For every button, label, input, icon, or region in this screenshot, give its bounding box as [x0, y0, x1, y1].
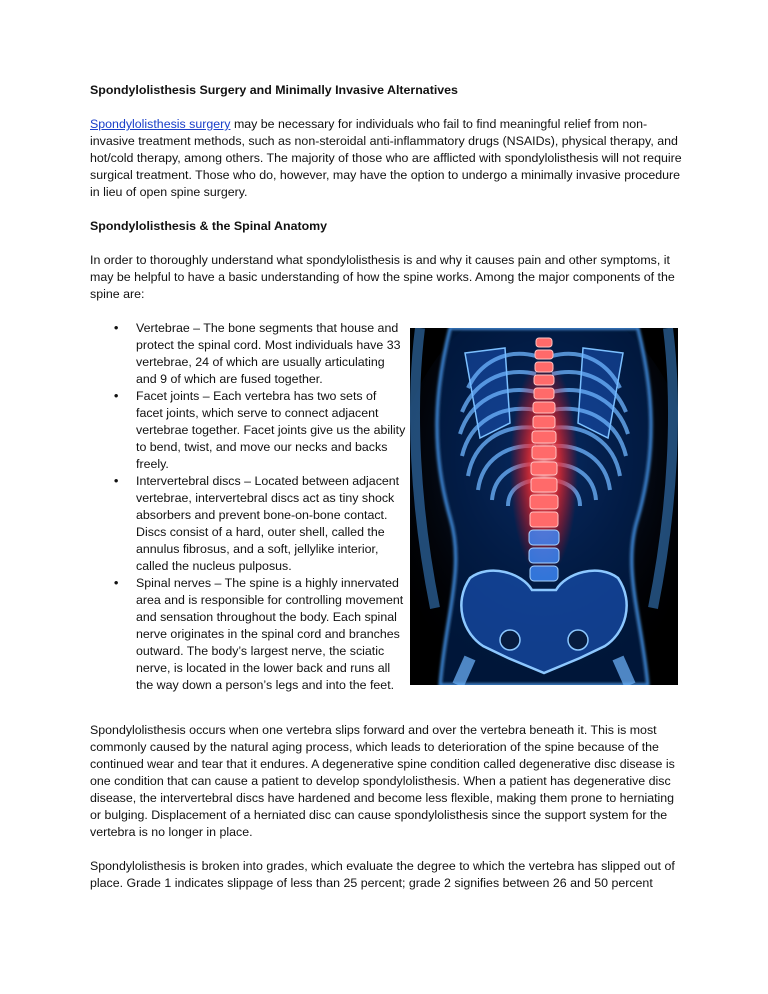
- list-item: • Vertebrae – The bone segments that house and protect the spinal cord. Most individuals have 33 vertebrae, 24 of which are usually articulating and 9 of which are fused together.: [114, 320, 406, 388]
- spondylolisthesis-surgery-link[interactable]: Spondylolisthesis surgery: [90, 117, 231, 131]
- list-item: • Facet joints – Each vertebra has two sets of facet joints, which serve to connect adjacent vertebrae together. Facet joints give us the ability to bend, twist, and move our necks and backs freely.: [114, 388, 406, 473]
- intro-paragraph: [90, 116, 686, 201]
- spondylolisthesis-cause-paragraph: Spondylolisthesis occurs when one vertebra slips forward and over the vertebra beneath it. This is most commonly caused by the natural aging process, which leads to deterioration of the spine because of the continued wear and tear that it endures. A degenerative spine condition called degenerative disc disease is one condition that can cause a patient to develop spondylolisthesis. When a patient has degenerative disc disease, the intervertebral discs have hardened and become less flexible, making them prone to herniating or bulging. Displacement of a herniated disc can cause spondylolisthesis since the support system for the vertebra is no longer in place.: [90, 723, 675, 839]
- spine-xray-image: [410, 328, 678, 685]
- anatomy-paragraph: In order to thoroughly understand what spondylolisthesis is and why it causes pain and other symptoms, it may be helpful to have a basic understanding of how the spine works. Among the major components of the spine are:: [90, 253, 675, 301]
- section-heading-spinal-anatomy: Spondylolisthesis & the Spinal Anatomy: [90, 219, 328, 233]
- list-item: • Intervertebral discs – Located between adjacent vertebrae, intervertebral discs act as tiny shock absorbers and prevent bone-on-bone contact. Discs consist of a hard, outer shell, called the annulus fibrosus, and a soft, jellylike interior, called the nucleus pulposus.: [114, 473, 406, 575]
- document-title: Spondylolisthesis Surgery and Minimally Invasive Alternatives: [90, 83, 458, 97]
- document-body: [90, 82, 686, 909]
- list-item: • Spinal nerves – The spine is a highly innervated area and is responsible for controlling movement and sensation throughout the body. Each spinal nerve originates in the spinal cord and branches outward. The body’s largest nerve, the sciatic nerve, is located in the lower back and runs all the way down a person’s legs and into the feet.: [114, 575, 406, 694]
- spine-illustration: [410, 328, 678, 685]
- grades-paragraph: Spondylolisthesis is broken into grades, which evaluate the degree to which the vertebra has slipped out of place. Grade 1 indicates slippage of less than 25 percent; grade 2 signifies between 26 and 50 percent: [90, 859, 675, 890]
- intro-text: may be necessary for individuals who fail to find meaningful relief from non-invasive treatment methods, such as non-steroidal anti-inflammatory drugs (NSAIDs), physical therapy, and hot/cold therapy, among others. The majority of those who are afflicted with spondylolisthesis will not require surgical treatment. Those who do, however, may have the option to undergo a minimally invasive procedure in lieu of open spine surgery.: [90, 117, 682, 199]
- anatomy-list-section: [90, 320, 686, 704]
- spine-components-list: [114, 320, 406, 694]
